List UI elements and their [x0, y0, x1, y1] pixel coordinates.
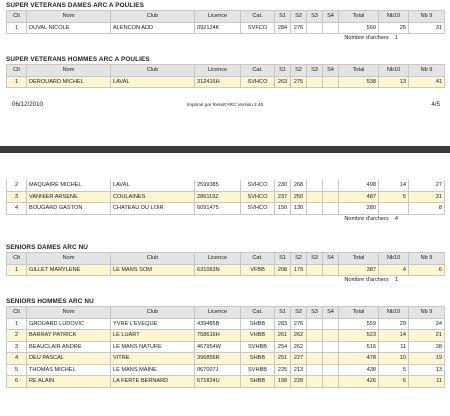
column-header-total: Total: [339, 65, 379, 77]
cell-clt: 3: [7, 341, 27, 353]
table-row: [7, 376, 445, 388]
column-header-licence: Licence: [195, 253, 241, 265]
cell-nb9: 28: [409, 341, 445, 353]
cell-score-2: 262: [291, 341, 307, 353]
column-header-nb9: Nb 9: [409, 307, 445, 319]
cell-category: SVHCO: [241, 191, 275, 203]
cell-nb10: 14: [379, 330, 409, 342]
section-seniors-hommes-arc-nu: [6, 297, 444, 388]
archer-count-value: 4: [394, 215, 398, 222]
column-header-clt: Clt: [7, 65, 27, 77]
cell-total: 487: [339, 191, 379, 203]
column-header-clt: Clt: [7, 253, 27, 265]
cell-nb9: 31: [409, 191, 445, 203]
cell-score-3: [307, 353, 323, 365]
cell-score-2: 276: [291, 22, 307, 34]
cell-score-1: 208: [275, 264, 291, 276]
results-table: [6, 180, 445, 215]
cell-clt: 5: [7, 364, 27, 376]
cell-score-1: 150: [275, 203, 291, 215]
page-footer: [6, 101, 444, 111]
cell-club: LE LUART: [111, 330, 195, 342]
cell-score-1: 254: [275, 341, 291, 353]
column-header-nb10: Nb10: [379, 307, 409, 319]
cell-clt: 4: [7, 203, 27, 215]
column-header-category: Cat.: [241, 65, 275, 77]
column-header-total: Total: [339, 11, 379, 23]
cell-score-2: 179: [291, 264, 307, 276]
column-header-score-4: S4: [323, 65, 339, 77]
cell-total: 387: [339, 264, 379, 276]
column-header-score-2: S2: [291, 253, 307, 265]
column-header-name: Nom: [27, 65, 111, 77]
cell-clt: 1: [7, 76, 27, 88]
cell-club: VITRE: [111, 353, 195, 365]
cell-category: SVHCO: [241, 76, 275, 88]
table-row: [7, 353, 445, 365]
cell-score-2: 275: [291, 76, 307, 88]
column-header-score-4: S4: [323, 11, 339, 23]
column-header-score-3: S3: [307, 65, 323, 77]
table-row: [7, 318, 445, 330]
column-header-club: Club: [111, 11, 195, 23]
cell-club: CHATEAU DU LOIR: [111, 203, 195, 215]
table-row: [7, 330, 445, 342]
cell-nb9: 8: [409, 203, 445, 215]
table-header-row: [7, 11, 445, 23]
cell-nb10: 29: [379, 318, 409, 330]
cell-nb9: 41: [409, 76, 445, 88]
cell-total: 498: [339, 180, 379, 191]
cell-nb9: 6: [409, 264, 445, 276]
cell-name: RE ALAIN: [27, 376, 111, 388]
cell-score-1: 237: [275, 191, 291, 203]
cell-nb9: 31: [409, 22, 445, 34]
table-row: [7, 203, 445, 215]
results-table: [6, 64, 445, 88]
cell-name: DUVAL NICOLE: [27, 22, 111, 34]
cell-score-4: [323, 353, 339, 365]
cell-nb10: [379, 203, 409, 215]
cell-clt: 4: [7, 353, 27, 365]
cell-category: SHBB: [241, 376, 275, 388]
cell-score-4: [323, 180, 339, 191]
cell-total: 478: [339, 353, 379, 365]
cell-nb10: 10: [379, 353, 409, 365]
print-date: 06/12/2010: [12, 101, 43, 108]
table-header-row: [7, 65, 445, 77]
cell-clt: 1: [7, 22, 27, 34]
column-header-score-2: S2: [291, 307, 307, 319]
column-header-nb9: Nb 9: [409, 65, 445, 77]
section-continuation: [6, 180, 444, 224]
cell-score-1: 230: [275, 180, 291, 191]
cell-score-1: 263: [275, 76, 291, 88]
cell-clt: 1: [7, 264, 27, 276]
section-super-veterans-dames: [6, 1, 444, 43]
cell-total: 523: [339, 330, 379, 342]
column-header-score-1: S1: [275, 307, 291, 319]
cell-category: SVHCO: [241, 203, 275, 215]
table-header-row: [7, 253, 445, 265]
cell-clt: 6: [7, 376, 27, 388]
column-header-score-1: S1: [275, 11, 291, 23]
archer-count: [6, 276, 444, 285]
cell-club: YVRE L'EVEQUE: [111, 318, 195, 330]
cell-name: GILLET MARYLENE: [27, 264, 111, 276]
column-header-name: Nom: [27, 253, 111, 265]
table-row: [7, 341, 445, 353]
cell-category: SVHBB: [241, 341, 275, 353]
cell-nb10: 5: [379, 364, 409, 376]
cell-licence: 671824U: [195, 376, 241, 388]
cell-club: LA FERTE BERNARD: [111, 376, 195, 388]
cell-name: MAQUAIRE MICHEL: [27, 180, 111, 191]
column-header-nb9: Nb 9: [409, 253, 445, 265]
table-row: [7, 191, 445, 203]
column-header-total: Total: [339, 253, 379, 265]
table-row: [7, 264, 445, 276]
cell-score-4: [323, 191, 339, 203]
cell-licence: 312416H: [195, 76, 241, 88]
cell-club: LE MANS MAINE: [111, 364, 195, 376]
cell-score-3: [307, 341, 323, 353]
section-title: SUPER VETERANS DAMES ARC A POULIES: [6, 2, 144, 9]
cell-nb9: 24: [409, 318, 445, 330]
cell-score-2: 262: [291, 330, 307, 342]
cell-licence: 286119Z: [195, 191, 241, 203]
cell-total: 559: [339, 318, 379, 330]
column-header-nb10: Nb10: [379, 65, 409, 77]
page-divider: [0, 146, 450, 153]
cell-nb10: 14: [379, 180, 409, 191]
cell-licence: 067007J: [195, 364, 241, 376]
cell-score-4: [323, 76, 339, 88]
cell-total: 560: [339, 22, 379, 34]
column-header-score-4: S4: [323, 307, 339, 319]
cell-total: 538: [339, 76, 379, 88]
archer-count-value: 1: [394, 35, 398, 41]
column-header-score-2: S2: [291, 11, 307, 23]
cell-name: DEROUARD MICHEL: [27, 76, 111, 88]
column-header-category: Cat.: [241, 253, 275, 265]
cell-clt: 1: [7, 318, 27, 330]
column-header-score-1: S1: [275, 65, 291, 77]
cell-nb9: 11: [409, 376, 445, 388]
column-header-score-2: S2: [291, 65, 307, 77]
cell-club: LAVAL: [111, 180, 195, 191]
column-header-category: Cat.: [241, 307, 275, 319]
cell-nb10: 11: [379, 341, 409, 353]
table-row: [7, 76, 445, 88]
cell-club: LE MANS SOM: [111, 264, 195, 276]
column-header-club: Club: [111, 307, 195, 319]
cell-licence: 6091475: [195, 203, 241, 215]
cell-score-4: [323, 203, 339, 215]
cell-score-3: [307, 191, 323, 203]
section-title: SUPER VETERANS HOMMES ARC A POULIES: [6, 56, 150, 63]
cell-category: SHBB: [241, 318, 275, 330]
cell-total: 426: [339, 376, 379, 388]
section-seniors-dames-arc-nu: [6, 243, 444, 285]
cell-nb10: 6: [379, 376, 409, 388]
column-header-licence: Licence: [195, 65, 241, 77]
cell-licence: 631063N: [195, 264, 241, 276]
page-number: 4/5: [431, 101, 440, 108]
cell-nb10: 5: [379, 191, 409, 203]
cell-name: BARRAY PATRICK: [27, 330, 111, 342]
section-title: SENIORS HOMMES ARC NU: [6, 298, 94, 305]
cell-nb9: 21: [409, 330, 445, 342]
table-row: [7, 22, 445, 34]
cell-licence: 758616H: [195, 330, 241, 342]
cell-score-3: [307, 264, 323, 276]
column-header-nb9: Nb 9: [409, 11, 445, 23]
archer-count-label: Nombre d'archers: [344, 215, 389, 222]
cell-name: GROUARD LUDOVIC: [27, 318, 111, 330]
cell-score-3: [307, 76, 323, 88]
column-header-clt: Clt: [7, 307, 27, 319]
cell-category: VFBB: [241, 264, 275, 276]
cell-score-1: 261: [275, 330, 291, 342]
column-header-nb10: Nb10: [379, 253, 409, 265]
cell-licence: 396856R: [195, 353, 241, 365]
column-header-licence: Licence: [195, 11, 241, 23]
column-header-club: Club: [111, 253, 195, 265]
cell-club: LAVAL: [111, 76, 195, 88]
cell-score-2: 227: [291, 353, 307, 365]
column-header-name: Nom: [27, 11, 111, 23]
column-header-total: Total: [339, 307, 379, 319]
column-header-score-3: S3: [307, 253, 323, 265]
results-table: [6, 252, 445, 276]
cell-score-3: [307, 22, 323, 34]
cell-score-3: [307, 376, 323, 388]
archer-count-label: Nombre d'archers: [344, 35, 389, 41]
results-table: [6, 10, 445, 34]
column-header-score-4: S4: [323, 253, 339, 265]
archer-count: [6, 34, 444, 43]
column-header-category: Cat.: [241, 11, 275, 23]
cell-total: 516: [339, 341, 379, 353]
archer-count: [6, 215, 444, 224]
column-header-score-3: S3: [307, 11, 323, 23]
cell-clt: 2: [7, 330, 27, 342]
cell-score-4: [323, 22, 339, 34]
cell-score-3: [307, 180, 323, 191]
cell-licence: 092124K: [195, 22, 241, 34]
cell-name: DEU PASCAL: [27, 353, 111, 365]
column-header-licence: Licence: [195, 307, 241, 319]
cell-score-2: 276: [291, 318, 307, 330]
cell-licence: 439485B: [195, 318, 241, 330]
cell-score-3: [307, 364, 323, 376]
cell-nb10: 25: [379, 22, 409, 34]
cell-score-4: [323, 330, 339, 342]
column-header-name: Nom: [27, 307, 111, 319]
cell-score-1: 198: [275, 376, 291, 388]
cell-score-4: [323, 318, 339, 330]
cell-nb9: 13: [409, 364, 445, 376]
cell-nb10: 4: [379, 264, 409, 276]
cell-score-2: 213: [291, 364, 307, 376]
archer-count-value: 1: [394, 277, 398, 283]
cell-nb9: 27: [409, 180, 445, 191]
cell-club: COULAINES: [111, 191, 195, 203]
table-header-row: [7, 307, 445, 319]
cell-score-1: 284: [275, 22, 291, 34]
cell-clt: 2: [7, 180, 27, 191]
cell-category: SVFCO: [241, 22, 275, 34]
cell-nb9: 19: [409, 353, 445, 365]
cell-name: BEAUCLAIR ANDRE: [27, 341, 111, 353]
cell-clt: 3: [7, 191, 27, 203]
cell-category: SVHBB: [241, 364, 275, 376]
column-header-club: Club: [111, 65, 195, 77]
column-header-nb10: Nb10: [379, 11, 409, 23]
cell-score-4: [323, 341, 339, 353]
cell-score-2: 268: [291, 180, 307, 191]
table-row: [7, 364, 445, 376]
cell-score-4: [323, 264, 339, 276]
column-header-score-1: S1: [275, 253, 291, 265]
cell-name: THOMAS MICHEL: [27, 364, 111, 376]
printed-by: Imprimé par Result'ARC Version 2.46: [186, 102, 264, 107]
cell-name: VANNIER ARSENE: [27, 191, 111, 203]
cell-licence: 467954W: [195, 341, 241, 353]
cell-total: 280: [339, 203, 379, 215]
cell-score-4: [323, 376, 339, 388]
cell-category: SVHCO: [241, 180, 275, 191]
cell-score-2: 130: [291, 203, 307, 215]
cell-score-1: 283: [275, 318, 291, 330]
results-table: [6, 306, 445, 388]
cell-score-2: 250: [291, 191, 307, 203]
cell-category: VHBB: [241, 330, 275, 342]
cell-total: 438: [339, 364, 379, 376]
cell-category: SHBB: [241, 353, 275, 365]
cell-score-1: 225: [275, 364, 291, 376]
cell-licence: 2599385: [195, 180, 241, 191]
archer-count-label: Nombre d'archers: [344, 277, 389, 283]
cell-club: ALENCON ADD: [111, 22, 195, 34]
cell-nb10: 13: [379, 76, 409, 88]
cell-score-4: [323, 364, 339, 376]
cell-name: BOUGARD GASTON: [27, 203, 111, 215]
column-header-score-3: S3: [307, 307, 323, 319]
cell-club: LE MANS NATURE: [111, 341, 195, 353]
table-row: [7, 180, 445, 191]
section-title: SENIORS DAMES ARC NU: [6, 244, 89, 251]
cell-score-3: [307, 203, 323, 215]
cell-score-2: 228: [291, 376, 307, 388]
cell-score-1: 251: [275, 353, 291, 365]
cell-score-3: [307, 318, 323, 330]
section-super-veterans-hommes: [6, 55, 444, 88]
cell-score-3: [307, 330, 323, 342]
column-header-clt: Clt: [7, 11, 27, 23]
